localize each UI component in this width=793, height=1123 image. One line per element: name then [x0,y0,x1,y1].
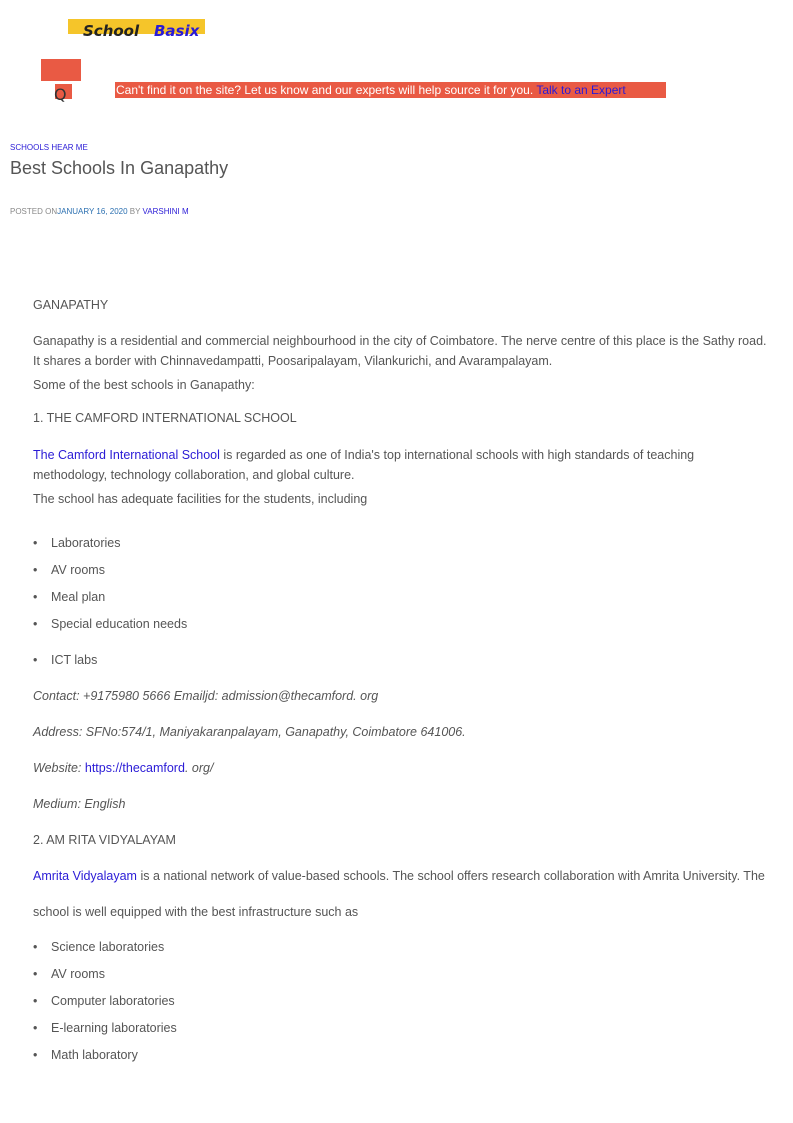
list-item-text: Computer laboratories [51,994,175,1008]
school1-link[interactable]: The Camford International School [33,448,220,462]
notice-text [116,83,626,98]
posted-on-label: POSTED ON [10,207,58,216]
list-item: • AV rooms [33,967,105,981]
school1-heading: 1. THE CAMFORD INTERNATIONAL SCHOOL [33,411,297,425]
school1-website-link[interactable]: https://thecamford [84,761,185,775]
school2-desc-line2: school is well equipped with the best infrastructure such as [33,905,359,919]
list-item: • Laboratories [33,536,121,550]
school2-link[interactable]: Amrita Vidyalayam [33,869,137,883]
menu-button[interactable] [41,59,81,81]
list-item: • Math laboratory [33,1048,138,1062]
school1-desc-line3: The school has adequate facilities for the students, including [33,492,368,506]
website-rest: . org/ [184,761,214,775]
list-item: • E-learning laboratories [33,1021,177,1035]
post-date-link[interactable]: JANUARY 16, 2020 [57,207,128,216]
list-item: • Computer laboratories [33,994,175,1008]
school1-website [33,758,213,778]
intro-paragraph-line3: Some of the best schools in Ganapathy: [33,378,255,392]
list-item: • Special education needs [33,617,188,631]
list-item-text: Math laboratory [51,1048,138,1062]
list-item: • Science laboratories [33,940,165,954]
section-heading: GANAPATHY [33,298,109,312]
logo-text-basix[interactable]: Basix [154,22,200,40]
website-label: Website: [33,761,85,775]
list-item-text: E-learning laboratories [51,1021,177,1035]
intro-paragraph-line1: Ganapathy is a residential and commercial neighbourhood in the city of Coimbatore. The nerve centre of this place is the Sathy road. [33,334,767,348]
list-item-text: Meal plan [51,590,106,604]
school1-contact: Contact: +9175980 5666 Emailjd: admission@thecamford. org [33,689,379,703]
notice-message: Can't find it on the site? Let us know and our experts will help source it for you. [116,83,537,97]
school1-address: Address: SFNo:574/1, Maniyakaranpalayam, Ganapathy, Coimbatore 641006. [33,725,466,739]
list-item-text: Laboratories [51,536,121,550]
talk-to-expert-link[interactable]: Talk to an Expert [536,83,626,97]
list-item-text: ICT labs [51,653,98,667]
list-item-text: AV rooms [51,563,105,577]
school1-medium: Medium: English [33,797,126,811]
post-category-link[interactable]: SCHOOLS HEAR ME [10,143,88,152]
school1-description [33,445,694,465]
list-item: • ICT labs [33,653,98,667]
school2-heading: 2. AM RITA VIDYALAYAM [33,833,176,847]
school1-desc-line2: methodology, technology collaboration, and global culture. [33,468,355,482]
post-meta [10,207,189,217]
page-title: Best Schools In Ganapathy [10,158,229,178]
list-item-text: Special education needs [51,617,188,631]
logo-text-school[interactable]: School [83,22,140,40]
search-icon[interactable]: Q [54,85,67,104]
author-link[interactable]: VARSHINI M [142,207,189,216]
list-item-text: AV rooms [51,967,105,981]
school2-desc-text: is a national network of value-based schools. The school offers research collaboration with Amrita University. The [136,869,765,883]
list-item: • AV rooms [33,563,105,577]
intro-paragraph-line2: It shares a border with Chinnavedampatti, Poosaripalayam, Vilankurichi, and Avarampalayam. [33,354,553,368]
school2-description [33,866,765,886]
list-item: • Meal plan [33,590,106,604]
school1-desc-text: is regarded as one of India's top international schools with high standards of teaching [219,448,695,462]
list-item-text: Science laboratories [51,940,165,954]
by-label: BY [127,207,143,216]
